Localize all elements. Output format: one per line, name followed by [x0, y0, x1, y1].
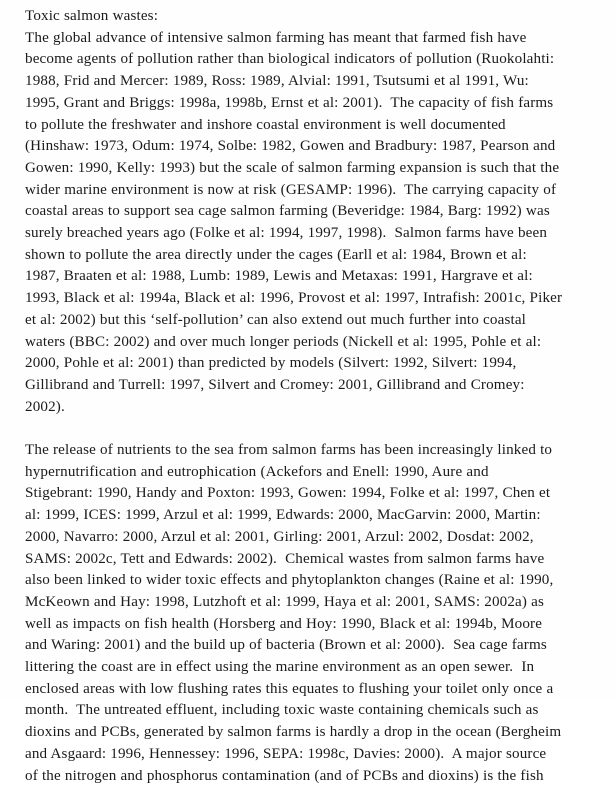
- text-line: al: 1999, ICES: 1999, Arzul et al: 1999, Edwards: 2000, MacGarvin: 2000, Martin:: [25, 507, 541, 524]
- text-line: month. The untreated effluent, including toxic waste containing chemicals such as: [25, 702, 539, 719]
- text-line: 2000, Navarro: 2000, Arzul et al: 2001, Girling: 2001, Arzul: 2002, Dosdat: 2002,: [25, 528, 534, 545]
- text-line: wider marine environment is now at risk (GESAMP: 1996). The carrying capacity of: [25, 181, 557, 198]
- text-line: 1987, Braaten et al: 1988, Lumb: 1989, Lewis and Metaxas: 1991, Hargrave et al:: [25, 268, 533, 285]
- text-line: to pollute the freshwater and inshore coastal environment is well documented: [25, 116, 506, 133]
- text-line: (Hinshaw: 1973, Odum: 1974, Solbe: 1982, Gowen and Bradbury: 1987, Pearson and: [25, 138, 556, 155]
- text-line: et al: 2002) but this ‘self-pollution’ can also extend out much further into coastal: [25, 311, 527, 328]
- text-line: hypernutrification and eutrophication (Ackefors and Enell: 1990, Aure and: [25, 463, 489, 480]
- paragraph-2: [25, 440, 592, 787]
- paragraph-1: [25, 28, 592, 419]
- text-line: 1988, Frid and Mercer: 1989, Ross: 1989, Alvial: 1991, Tsutsumi et al 1991, Wu:: [25, 73, 529, 90]
- text-line: 2000, Pohle et al: 2001) than predicted by models (Silvert: 1992, Silvert: 1994,: [25, 355, 517, 372]
- section-heading: Toxic salmon wastes:: [25, 8, 159, 24]
- text-line: 2002).: [25, 398, 65, 415]
- text-line: The release of nutrients to the sea from salmon farms has been increasingly linked to: [25, 442, 553, 459]
- document-text-body: [25, 6, 592, 787]
- text-line: and Waring: 2001) and the build up of bacteria (Brown et al: 2000). Sea cage farms: [25, 637, 547, 654]
- text-line: become agents of pollution rather than biological indicators of pollution (Ruokolahti:: [25, 51, 555, 68]
- text-line: well as impacts on fish health (Horsberg and Hoy: 1990, Black et al: 1994b, Moore: [25, 615, 543, 632]
- text-line: waters (BBC: 2002) and over much longer periods (Nickell et al: 1995, Pohle et al:: [25, 333, 542, 350]
- text-line: Stigebrant: 1990, Handy and Poxton: 1993, Gowen: 1994, Folke et al: 1997, Chen et: [25, 485, 551, 502]
- text-line: enclosed areas with low flushing rates this equates to flushing your toilet only once a: [25, 680, 554, 697]
- text-line: dioxins and PCBs, generated by salmon farms is hardly a drop in the ocean (Bergheim: [25, 724, 562, 741]
- text-line: The global advance of intensive salmon farming has meant that farmed fish have: [25, 29, 527, 46]
- text-line: littering the coast are in effect using the marine environment as an open sewer. In: [25, 659, 535, 676]
- text-line: coastal areas to support sea cage salmon farming (Beveridge: 1984, Barg: 1992) was: [25, 203, 550, 220]
- text-line: McKeown and Hay: 1998, Lutzhoft et al: 1999, Haya et al: 2001, SAMS: 2002a) as: [25, 593, 545, 610]
- text-line: 1995, Grant and Briggs: 1998a, 1998b, Ernst et al: 2001). The capacity of fish farms: [25, 94, 554, 111]
- text-line: of the nitrogen and phosphorus contamination (and of PCBs and dioxins) is the fish: [25, 767, 544, 784]
- text-line: Gowen: 1990, Kelly: 1993) but the scale of salmon farming expansion is such that the: [25, 159, 560, 176]
- text-line: 1993, Black et al: 1994a, Black et al: 1996, Provost et al: 1997, Intrafish: 2001c, Piker: [25, 290, 563, 307]
- text-line: Gillibrand and Turrell: 1997, Silvert and Cromey: 2001, Gillibrand and Cromey:: [25, 376, 525, 393]
- text-line: also been linked to wider toxic effects and phytoplankton changes (Raine et al: 1990,: [25, 572, 554, 589]
- text-line: and Asgaard: 1996, Hennessey: 1996, SEPA: 1998c, Davies: 2000). A major source: [25, 745, 547, 762]
- text-line: shown to pollute the area directly under the cages (Earll et al: 1984, Brown et al:: [25, 246, 527, 263]
- text-line: surely breached years ago (Folke et al: 1994, 1997, 1998). Salmon farms have been: [25, 225, 548, 242]
- text-line: SAMS: 2002c, Tett and Edwards: 2002). Chemical wastes from salmon farms have: [25, 550, 545, 567]
- paragraph-spacer: [25, 418, 592, 440]
